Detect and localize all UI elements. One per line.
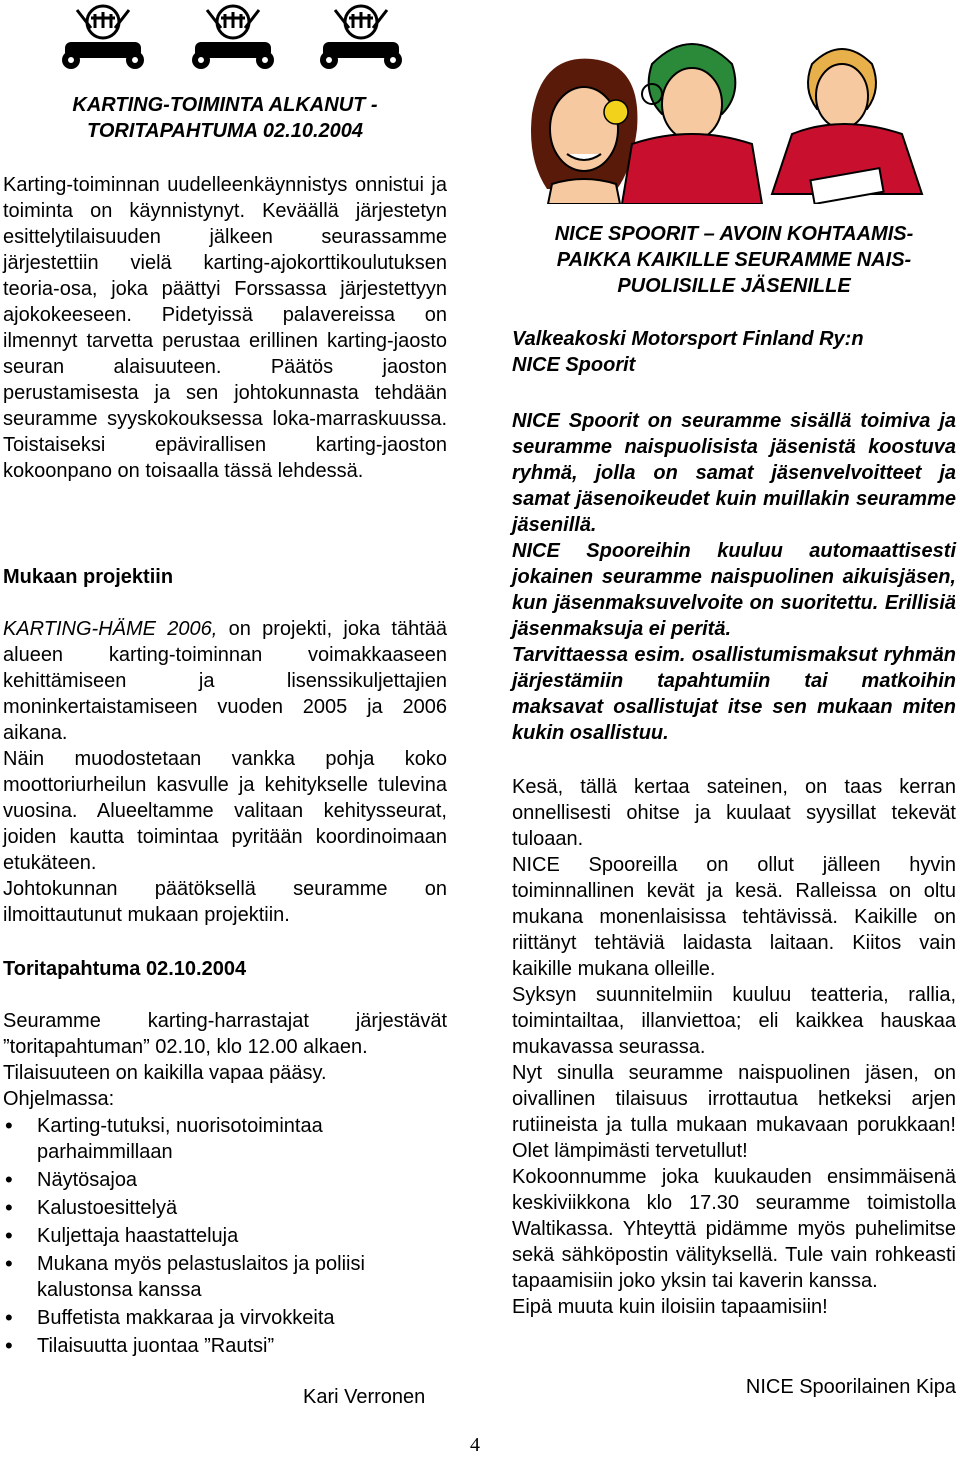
- project-text: on projekti, joka tähtää alueen karting-toiminnan voimakkaaseen kehittämiseen ja lisenssikuljettajien moninkertaistamiseen vuoden 2005 ja 2006 aikana.: [3, 618, 447, 744]
- body-paragraph: Nyt sinulla seuramme naispuolinen jäsen, on oivallinen tilaisuus irrottautua hetkeksi arjen rutiineista ja tulla mukaan mukavaan porukkaan! Olet lämpimästi tervetullut!: [512, 1062, 956, 1162]
- body-block: [512, 774, 956, 1320]
- headline-line: TORITAPAHTUMA 02.10.2004: [86, 120, 363, 142]
- karting-logo-icon: [43, 2, 163, 74]
- list-item: • Buffetista makkaraa ja virvokkeita: [3, 1305, 447, 1331]
- section-heading: Toritapahtuma 02.10.2004: [3, 958, 247, 980]
- info-paragraph: NICE Spooreihin kuuluu automaattisesti jokainen seuramme naispuolinen aikuisjäsen, kun jäsenmaksuvelvoite on suoritettu. Erillisiä jäsenmaksuja ei peritä.: [512, 540, 956, 640]
- headline-line: KARTING-TOIMINTA ALKANUT -: [72, 94, 378, 116]
- karting-logos: [43, 2, 423, 74]
- list-item: • Kalustoesittelyä: [3, 1195, 447, 1221]
- section-mukaan: [3, 564, 447, 928]
- subtitle-line: Valkeakoski Motorsport Finland Ry:n: [512, 328, 864, 350]
- subtitle-line: NICE Spoorit: [512, 354, 636, 376]
- women-clipart-icon: [512, 24, 956, 204]
- body-paragraph: Kesä, tällä kertaa sateinen, on taas kerran onnellisesti ohitse ja kuulaat syysillat tekevät tuloaan.: [512, 776, 956, 850]
- info-block: [512, 408, 956, 746]
- list-item: • Tilaisuutta juontaa ”Rautsi”: [3, 1333, 447, 1359]
- karting-logo-icon: [173, 2, 293, 74]
- program-list: [3, 1113, 447, 1361]
- body-paragraph: NICE Spooreilla on ollut jälleen hyvin toiminnallinen kevät ja kesä. Ralleissa on oltu mukana monenlaisissa tehtävissä. Kaikille on riittänyt tehtäviä laidasta laitaan. Kiitos vain kaikille mukana olleille.: [512, 854, 956, 980]
- section-paragraph: Näin muodostetaan vankka pohja koko moottoriurheilun kasvulle ja kehitykselle tulevina vuosina. Alueeltamme valitaan kehitysseurat, joiden kautta toimintaa pyritään koordinoimaan etukäteen.: [3, 748, 447, 874]
- project-name: KARTING-HÄME 2006,: [3, 618, 218, 640]
- section-paragraph: [3, 616, 447, 746]
- title-line: PAIKKA KAIKILLE SEURAMME NAIS-: [556, 249, 912, 271]
- section-heading: Mukaan projektiin: [3, 566, 174, 588]
- list-item: • Näytösajoa: [3, 1167, 447, 1193]
- page-number: 4: [470, 1434, 480, 1456]
- section-paragraph: Ohjelmassa:: [3, 1088, 115, 1110]
- body-paragraph: Kokoonnumme joka kuukauden ensimmäisenä keskiviikkona klo 17.30 seuramme toimistolla Waltikassa. Yhteyttä pidämme myös puhelimitse sekä sähköpostin välityksellä. Tule vain rohkeasti tapaamisiin joko yksin tai kaverin kanssa.: [512, 1166, 956, 1292]
- list-item: • Kuljettaja haastatteluja: [3, 1223, 447, 1249]
- title-line: NICE SPOORIT – AVOIN KOHTAAMIS-: [554, 223, 914, 245]
- body-paragraph: Syksyn suunnitelmiin kuuluu teatteria, rallia, toimintailtaa, illanviettoa; eli kaikkea hauskaa mukavassa seurassa.: [512, 984, 956, 1058]
- section-paragraph: Tilaisuuteen on kaikilla vapaa pääsy.: [3, 1062, 327, 1084]
- section-paragraph: Seuramme karting-harrastajat järjestävät ”toritapahtuman” 02.10, klo 12.00 alkaen.: [3, 1010, 447, 1058]
- author-signature: NICE Spoorilainen Kipa: [745, 1376, 956, 1398]
- info-paragraph: NICE Spoorit on seuramme sisällä toimiva ja seuramme naispuolisista jäsenistä koostuva ryhmä, jolla on samat jäsenvelvoitteet ja samat jäsenoikeudet kuin muillakin seuramme jäsenillä.: [512, 410, 956, 536]
- author-signature: Kari Verronen: [303, 1386, 426, 1408]
- karting-logo-icon: [301, 2, 421, 74]
- list-item: • Mukana myös pelastuslaitos ja poliisi kalustonsa kanssa: [3, 1251, 447, 1303]
- intro-text: Karting-toiminnan uudelleenkäynnistys onnistui ja toiminta on käynnistynyt. Keväällä järjestetyn esittelytilaisuuden jälkeen seurassamme järjestettiin vielä karting-ajokorttikoulutuksen teoria-osa, joka päättyi Forssassa järjestettyyn ajokokeeseen. Pidetyissä palavereissa on ilmennyt tarvetta perustaa erillinen karting-jaosto seuran alaisuuteen. Päätös jaoston perustamisesta ja sen johtokunnasta tehdään seuramme syyskokouksessa loka-marraskuussa. Toistaiseksi epävirallisen karting-jaoston kokoonpano on toisaalla tässä lehdessä.: [3, 174, 447, 482]
- intro-paragraph: [3, 172, 447, 484]
- body-paragraph: Eipä muuta kuin iloisiin tapaamisiin!: [512, 1296, 828, 1318]
- article-headline: [3, 92, 447, 144]
- section-paragraph: Johtokunnan päätöksellä seuramme on ilmoittautunut mukaan projektiin.: [3, 878, 447, 926]
- section-title: [512, 221, 956, 299]
- section-toritapahtuma: [3, 956, 447, 1112]
- subtitle-block: [512, 326, 956, 378]
- list-item: • Karting-tutuksi, nuorisotoimintaa parhaimmillaan: [3, 1113, 447, 1165]
- title-line: PUOLISILLE JÄSENILLE: [617, 275, 851, 297]
- info-paragraph: Tarvittaessa esim. osallistumismaksut ryhmän järjestämiin tapahtumiin tai matkoihin maksavat osallistujat itse sen mukaan miten kukin osallistuu.: [512, 644, 956, 744]
